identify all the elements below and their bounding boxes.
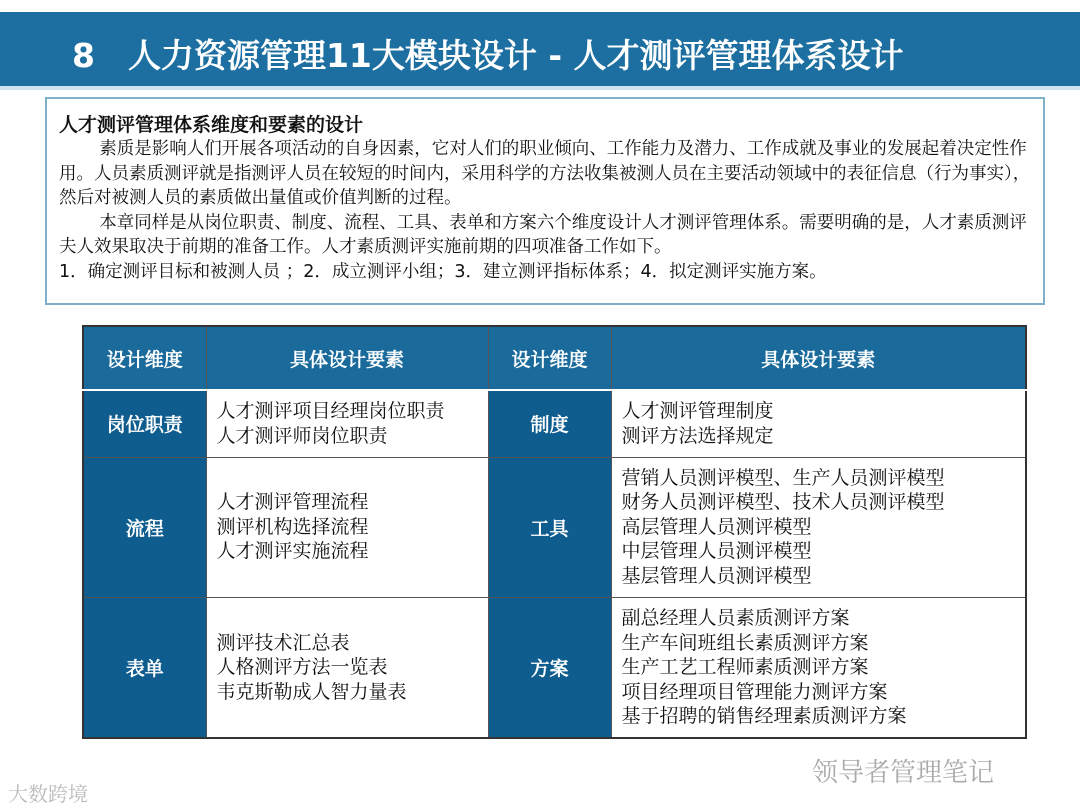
elements-cell	[611, 597, 1026, 738]
element-item: 人格测评方法一览表	[216, 656, 388, 678]
watermark-wechat: 领导者管理笔记	[812, 758, 995, 788]
table-row	[83, 457, 1026, 597]
element-item: 副总经理人员素质测评方案	[621, 607, 850, 629]
dimension-cell: 流程	[83, 457, 206, 597]
header-dim-1: 设计维度	[83, 326, 206, 390]
element-item: 生产车间班组长素质测评方案	[621, 631, 869, 654]
element-item: 人才测评实施流程	[216, 540, 369, 563]
intro-paragraph-1: 素质是影响人们开展各项活动的自身因素，它对人们的职业倾向、工作能力及潜力、工作成就及事业的发展起着决定性作用。人员素质测评就是指测评人员在较短的时间内，采用科学的方法收集被测人员在主要活动领域中的表征信息（行为事实），然后对被测人员的素质做出量值或价值判断的过程。	[59, 139, 1031, 208]
dimension-cell: 制度	[488, 390, 611, 457]
element-item: 项目经理项目管理能力测评方案	[621, 680, 888, 703]
elements-cell	[611, 390, 1026, 457]
slide-title: 8 人力资源管理11大模块设计 - 人才测评管理体系设计	[72, 36, 904, 75]
header-items-1: 具体设计要素	[206, 326, 488, 390]
elements-cell	[611, 457, 1026, 597]
dimension-cell: 方案	[488, 597, 611, 738]
element-item: 基于招聘的销售经理素质测评方案	[621, 705, 907, 727]
dimension-cell: 岗位职责	[83, 390, 206, 457]
header-items-2: 具体设计要素	[611, 326, 1026, 390]
element-item: 人才测评师岗位职责	[216, 424, 388, 447]
element-item: 人才测评管理制度	[621, 400, 774, 423]
element-item: 财务人员测评模型、技术人员测评模型	[621, 491, 945, 514]
intro-heading: 人才测评管理体系维度和要素的设计	[59, 114, 364, 136]
dimension-cell: 工具	[488, 457, 611, 597]
elements-cell	[206, 390, 488, 457]
design-table	[82, 325, 1027, 739]
element-item: 中层管理人员测评模型	[621, 540, 812, 563]
title-bar	[0, 12, 1080, 90]
element-item: 基层管理人员测评模型	[621, 564, 812, 587]
element-item: 测评机构选择流程	[216, 515, 369, 538]
element-item: 生产工艺工程师素质测评方案	[621, 656, 869, 678]
intro-steps: 1．确定测评目标和被测人员 ；2．成立测评小组；3．建立测评指标体系；4．拟定测评实施方案。	[59, 261, 827, 282]
dimension-cell: 表单	[83, 597, 206, 738]
element-item: 测评方法选择规定	[621, 424, 774, 447]
elements-cell	[206, 597, 488, 738]
element-item: 人才测评项目经理岗位职责	[216, 400, 445, 423]
element-item: 人才测评管理流程	[216, 491, 369, 514]
element-item: 测评技术汇总表	[216, 631, 350, 654]
table-row	[83, 597, 1026, 738]
header-dim-2: 设计维度	[488, 326, 611, 390]
intro-box	[45, 97, 1045, 305]
watermark-source: 大数跨境	[8, 782, 88, 806]
intro-paragraph-2: 本章同样是从岗位职责、制度、流程、工具、表单和方案六个维度设计人才测评管理体系。需要明确的是，人才素质测评夫人效果取决于前期的准备工作。人才素质测评实施前期的四项准备工作如下。	[59, 212, 1027, 257]
elements-cell	[206, 457, 488, 597]
table-row	[83, 390, 1026, 457]
element-item: 营销人员测评模型、生产人员测评模型	[621, 466, 945, 489]
element-item: 高层管理人员测评模型	[621, 515, 812, 538]
element-item: 韦克斯勒成人智力量表	[216, 680, 407, 703]
